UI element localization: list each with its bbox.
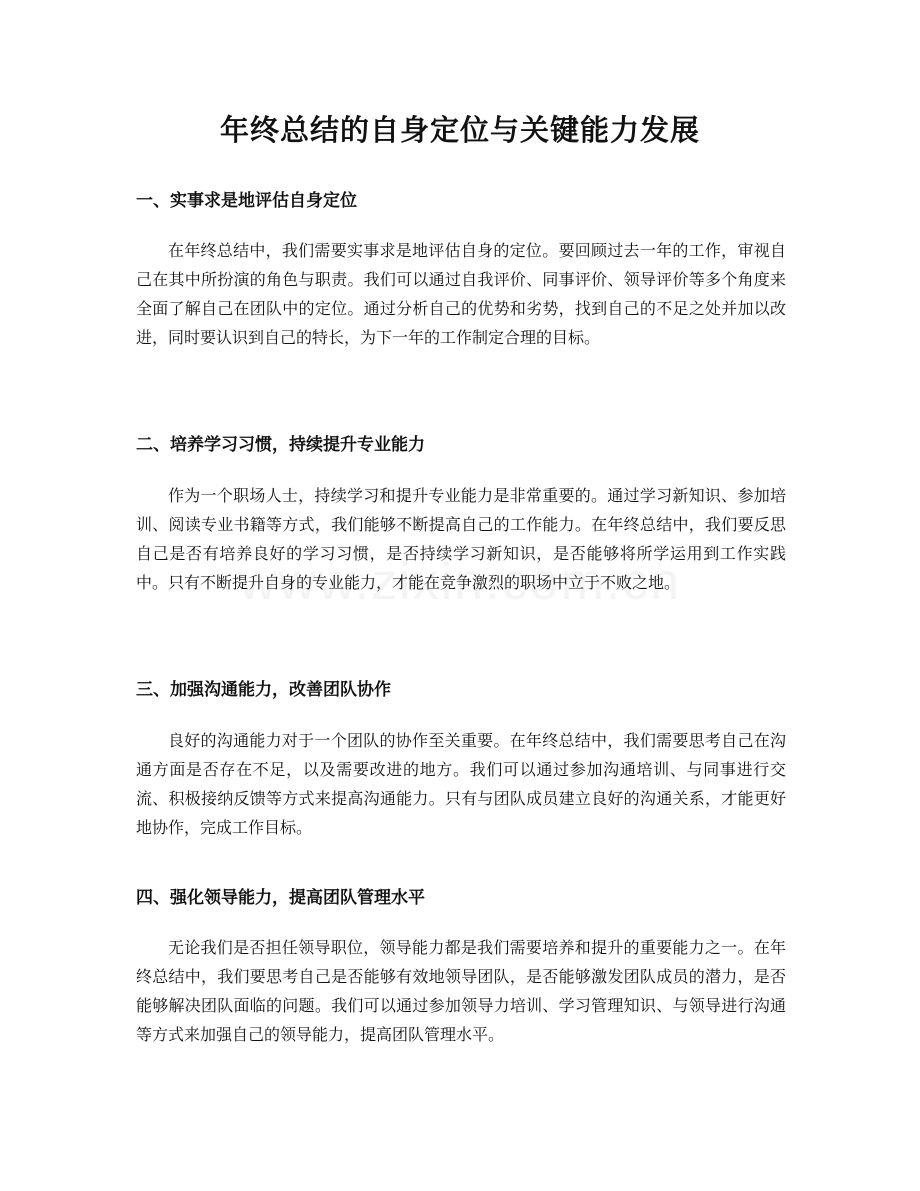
section-1-body: 在年终总结中，我们需要实事求是地评估自身的定位。要回顾过去一年的工作，审视自己在其中所扮演的角色与职责。我们可以通过自我评价、同事评价、领导评价等多个角度来全面了解自己在团队中的定位。通过分析自己的优势和劣势，找到自己的不足之处并加以改进，同时要认识到自己的特长，为下一年的工作制定合理的目标。 [136, 241, 786, 347]
section-3-body: 良好的沟通能力对于一个团队的协作至关重要。在年终总结中，我们需要思考自己在沟通方面是否存在不足，以及需要改进的地方。我们可以通过参加沟通培训、与同事进行交流、积极接纳反馈等方式来提高沟通能力。只有与团队成员建立良好的沟通关系，才能更好地协作，完成工作目标。 [136, 731, 786, 837]
section-2-body: 作为一个职场人士，持续学习和提升专业能力是非常重要的。通过学习新知识、参加培训、阅读专业书籍等方式，我们能够不断提高自己的工作能力。在年终总结中，我们要反思自己是否有培养良好的学习习惯，是否持续学习新知识，是否能够将所学运用到工作实践中。只有不断提升自身的专业能力，才能在竞争激烈的职场中立于不败之地。 [136, 486, 786, 592]
section-4-heading: 四、强化领导能力，提高团队管理水平 [136, 888, 425, 908]
section-2-heading: 二、培养学习习惯，持续提升专业能力 [136, 435, 425, 455]
document-title: 年终总结的自身定位与关键能力发展 [219, 113, 700, 147]
section-4-body: 无论我们是否担任领导职位，领导能力都是我们需要培养和提升的重要能力之一。在年终总结中，我们要思考自己是否能够有效地领导团队，是否能够激发团队成员的潜力，是否能够解决团队面临的问题。我们可以通过参加领导力培训、学习管理知识、与领导进行沟通等方式来加强自己的领导能力，提高团队管理水平。 [136, 938, 786, 1044]
section-1-heading: 一、实事求是地评估自身定位 [136, 191, 357, 211]
section-3-heading: 三、加强沟通能力，改善团队协作 [136, 680, 391, 700]
